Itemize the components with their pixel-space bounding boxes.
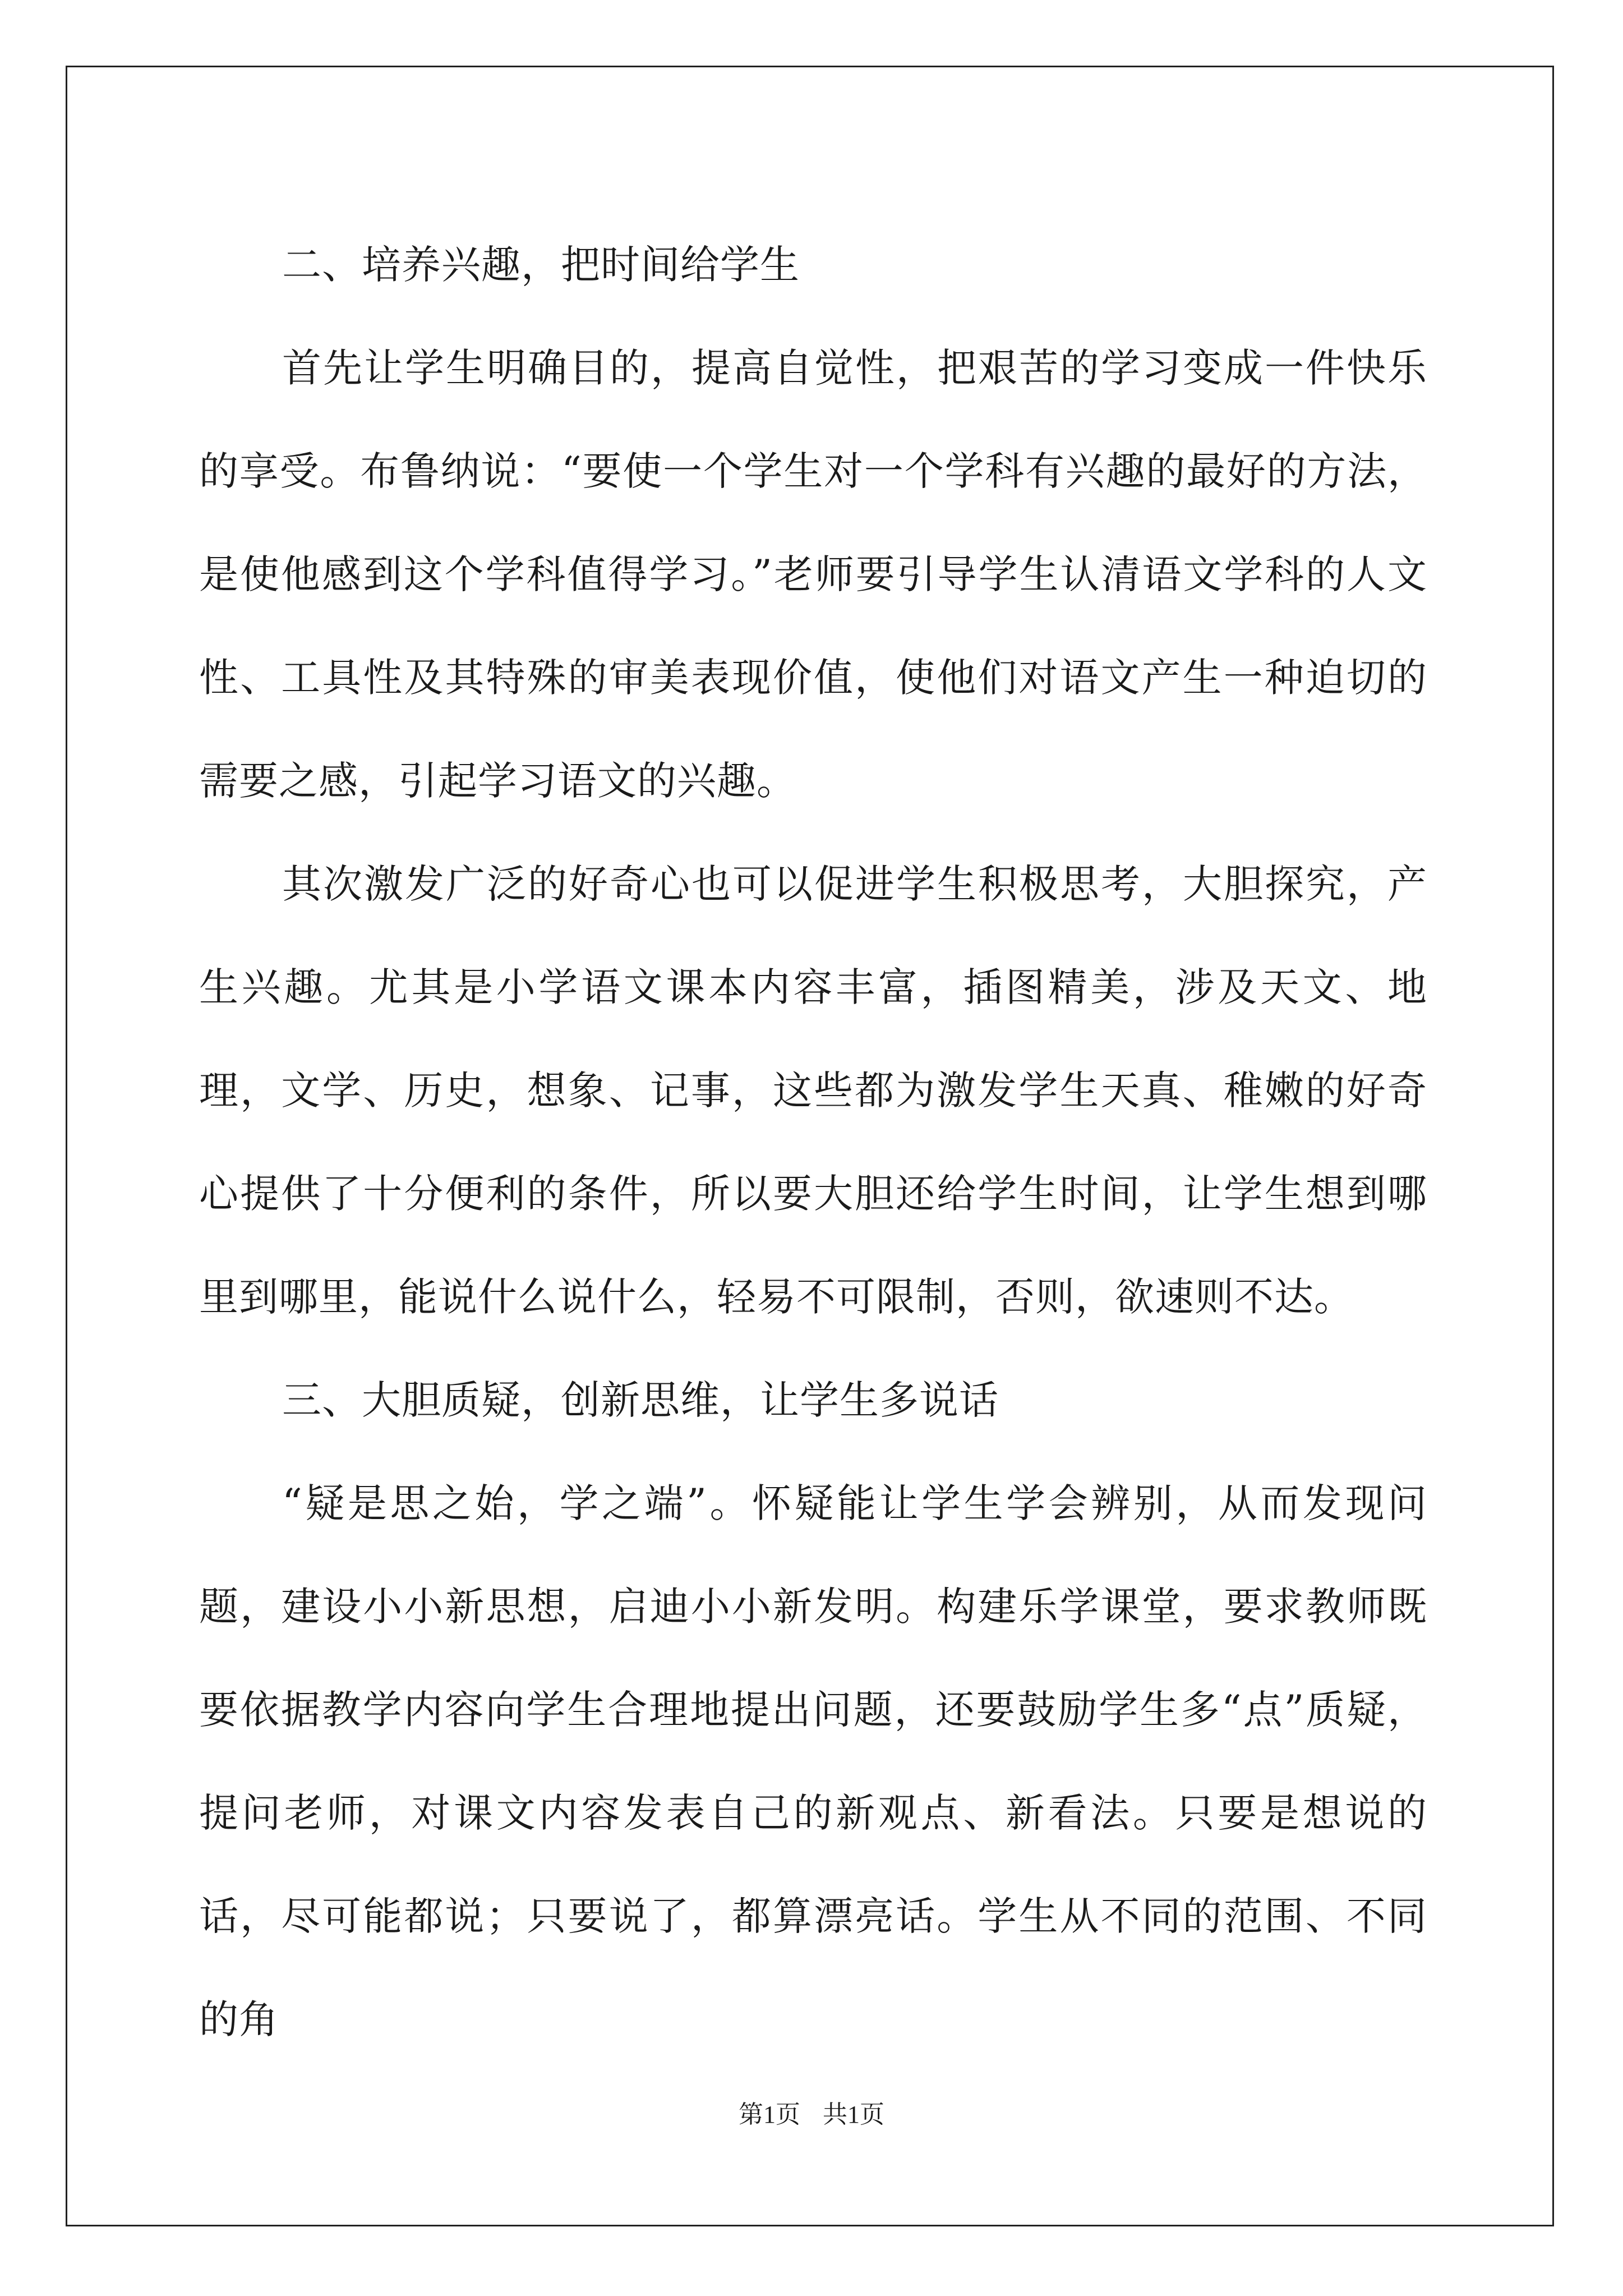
page-total: 共1页: [823, 2101, 884, 2128]
section-heading: 二、培养兴趣，把时间给学生: [282, 242, 800, 288]
page-footer: [0, 2098, 1623, 2132]
page-number: 第1页: [739, 2101, 800, 2128]
body-paragraph: 首先让学生明确目的，提高自觉性，把艰苦的学习变成一件快乐的享受。布鲁纳说：“要使一个学生对一个学科有兴趣的最好的方法，是使他感到这个学科值得学习。”老师要引导学生认清语文学科的人文性、工具性及其特殊的审美表现价值，使他们对语文产生一种迫切的需要之感，引起学习语文的兴趣。: [199, 345, 1427, 804]
document-body: [199, 213, 1427, 2071]
body-paragraph: “疑是思之始，学之端”。怀疑能让学生学会辨别，从而发现问题，建设小小新思想，启迪小小新发明。构建乐学课堂，要求教师既要依据教学内容向学生合理地提出问题，还要鼓励学生多“点”质疑，提问老师，对课文内容发表自己的新观点、新看法。只要是想说的话，尽可能都说；只要说了，都算漂亮话。学生从不同的范围、不同的角: [199, 1480, 1427, 2042]
section-heading: 三、大胆质疑，创新思维，让学生多说话: [282, 1377, 999, 1423]
body-paragraph: 其次激发广泛的好奇心也可以促进学生积极思考，大胆探究，产生兴趣。尤其是小学语文课本内容丰富，插图精美，涉及天文、地理，文学、历史，想象、记事，这些都为激发学生天真、稚嫩的好奇心提供了十分便利的条件，所以要大胆还给学生时间，让学生想到哪里到哪里，能说什么说什么，轻易不可限制，否则，欲速则不达。: [199, 861, 1427, 1320]
